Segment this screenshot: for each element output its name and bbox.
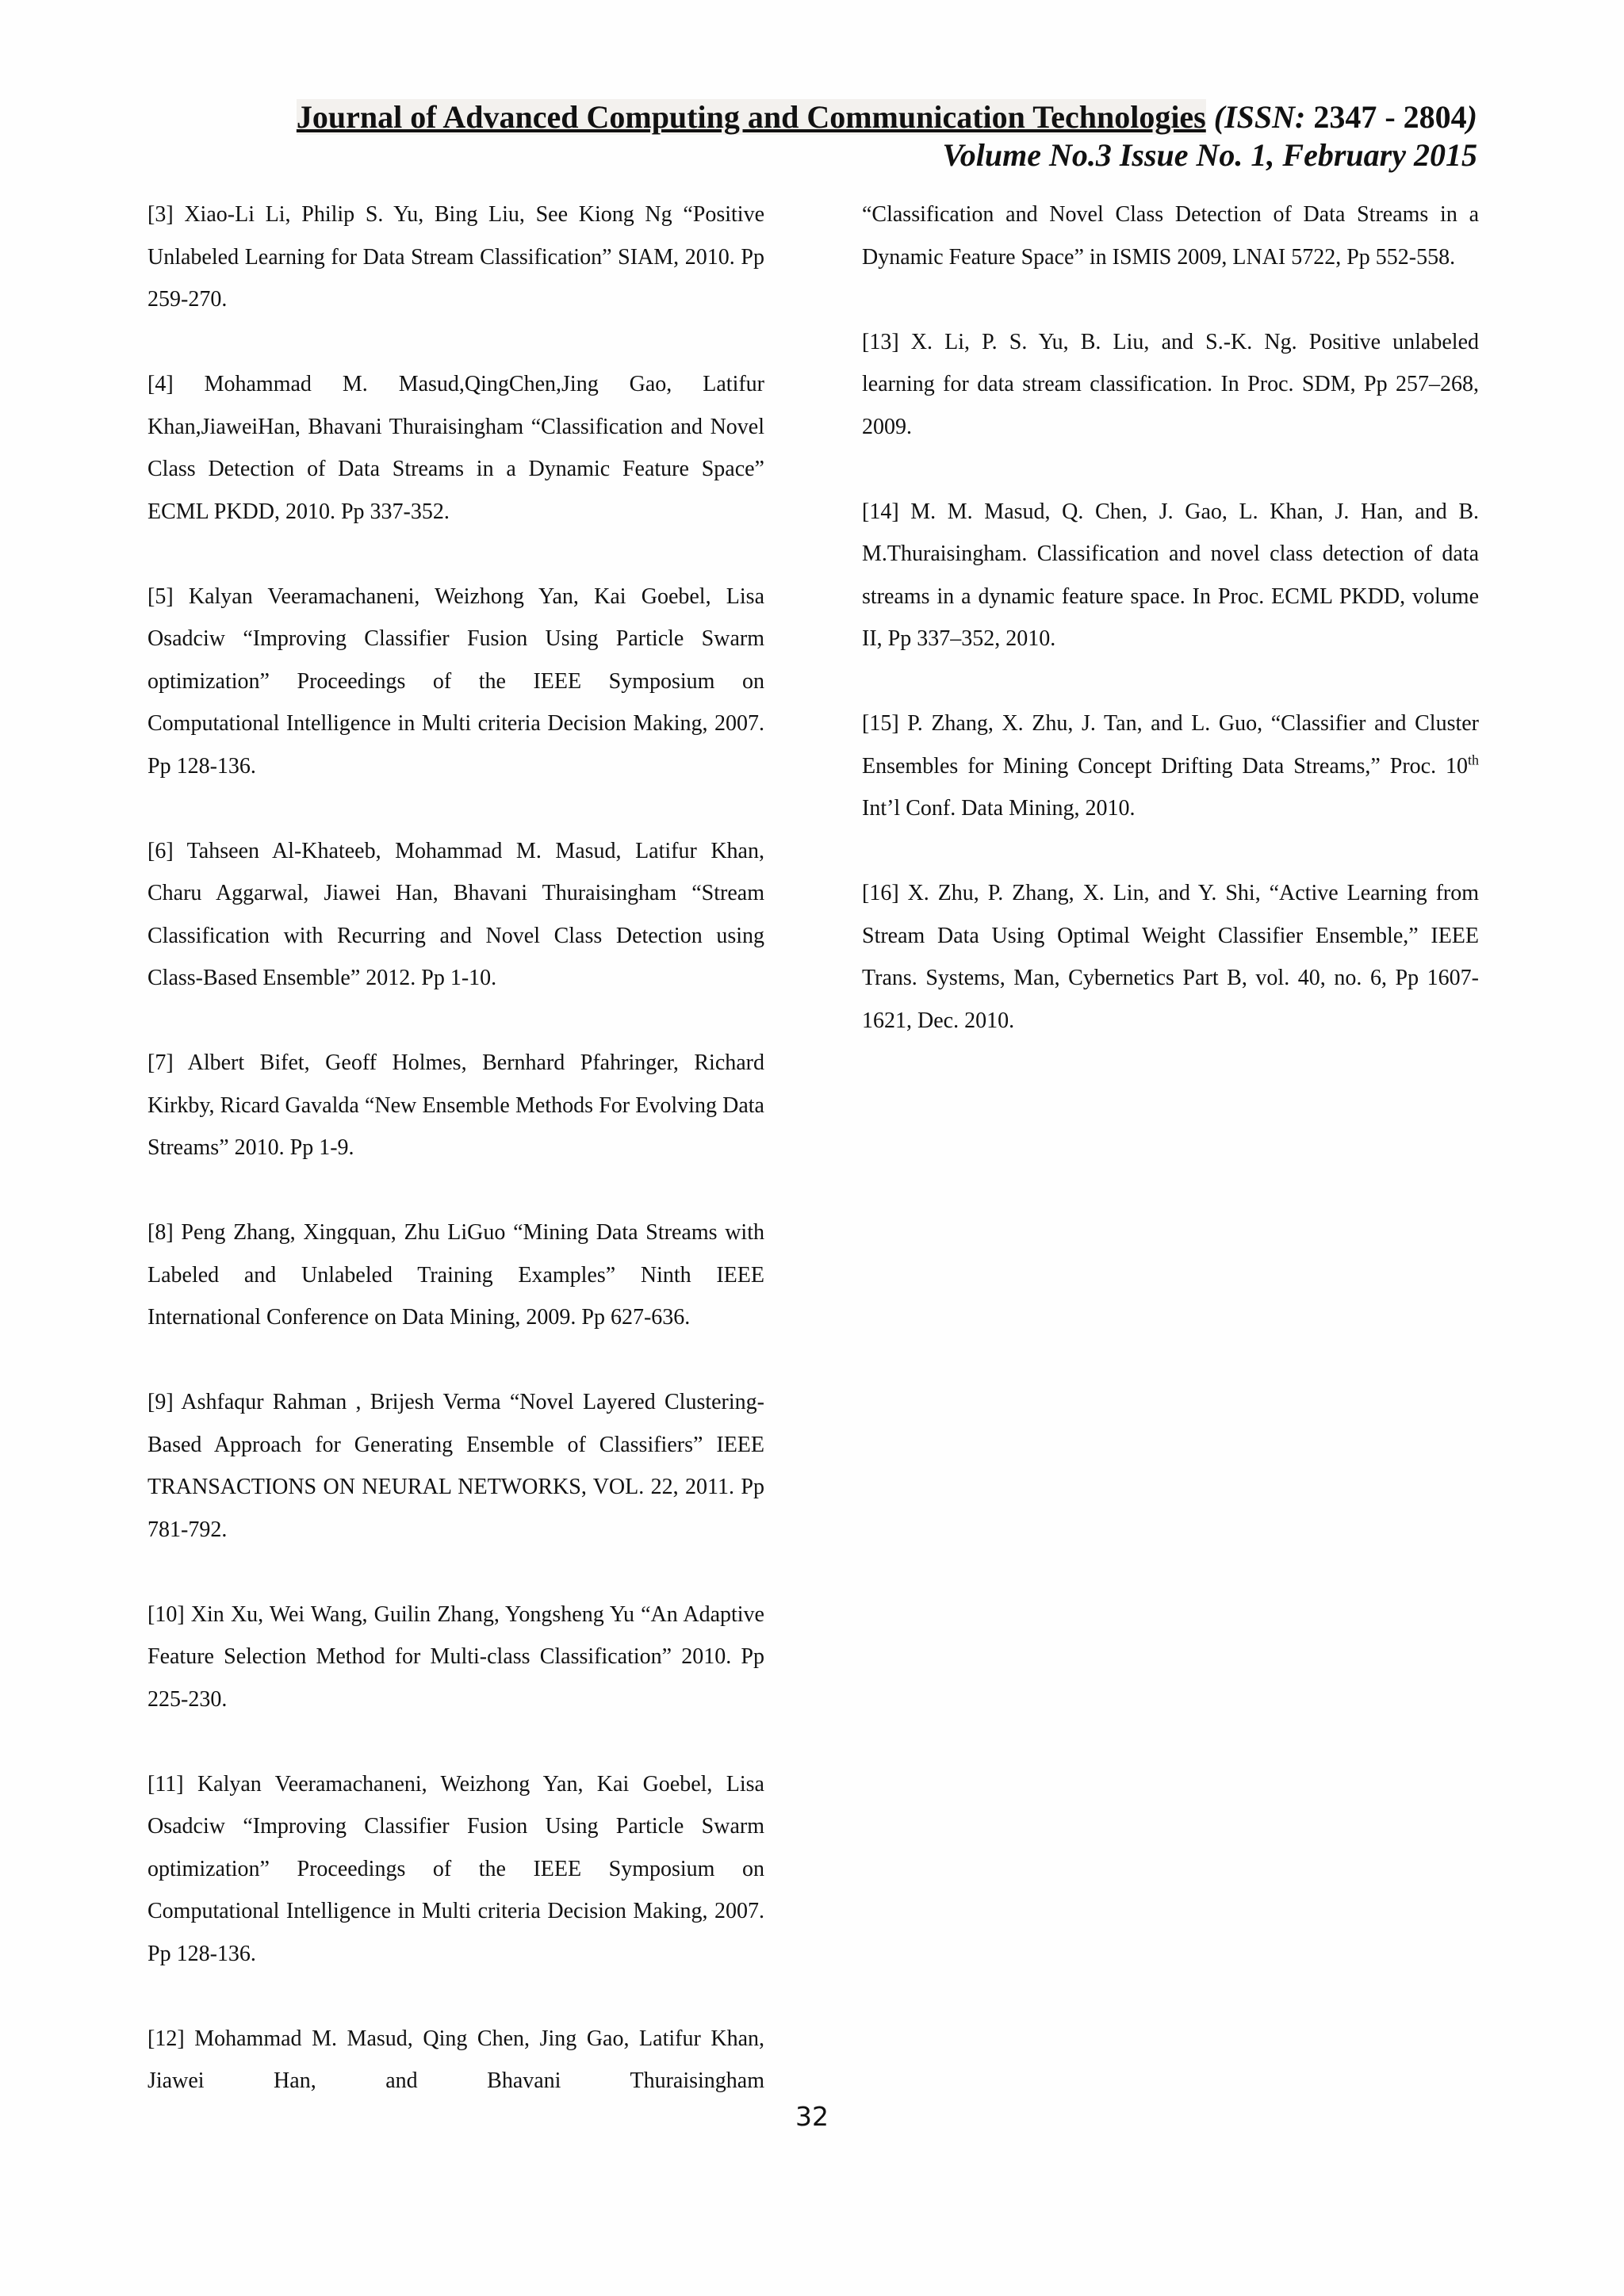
reference-12-start: [12] Mohammad M. Masud, Qing Chen, Jing Gao, Latifur Khan, Jiawei Han, and Bhavani Thuraisingham xyxy=(147,2026,764,2093)
volume-issue-line: Volume No.3 Issue No. 1, February 2015 xyxy=(942,137,1477,173)
right-column xyxy=(862,193,1479,1085)
reference-9: [9] Ashfaqur Rahman , Brijesh Verma “Novel Layered Clustering-Based Approach for Generating Ensemble of Classifiers” IEEE TRANSACTIONS ON NEURAL NETWORKS, VOL. 22, 2011. Pp 781-792. xyxy=(147,1390,764,1542)
reference-10: [10] Xin Xu, Wei Wang, Guilin Zhang, Yongsheng Yu “An Adaptive Feature Selection Method for Multi-class Classification” 2010. Pp 225-230. xyxy=(147,1601,764,1712)
reference-11: [11] Kalyan Veeramachaneni, Weizhong Yan, Kai Goebel, Lisa Osadciw “Improving Classifier Fusion Using Particle Swarm optimization” Proceedings of the IEEE Symposium on Computational Intelligence in Multi criteria Decision Making, 2007. Pp 128-136. xyxy=(147,1771,764,1966)
page-number: 32 xyxy=(795,2101,829,2132)
reference-8: [8] Peng Zhang, Xingquan, Zhu LiGuo “Mining Data Streams with Labeled and Unlabeled Training Examples” Ninth IEEE International Conference on Data Mining, 2009. Pp 627-636. xyxy=(147,1220,764,1330)
ordinal-superscript: th xyxy=(1467,752,1479,768)
issn-number: 2347 - 2804 xyxy=(1313,99,1467,135)
reference-7: [7] Albert Bifet, Geoff Holmes, Bernhard Pfahringer, Richard Kirkby, Ricard Gavalda “New Ensemble Methods For Evolving Data Streams” 2010. Pp 1-9. xyxy=(147,1050,764,1160)
left-column xyxy=(147,193,764,2145)
reference-12-continuation: “Classification and Novel Class Detection of Data Streams in a Dynamic Feature Space” in ISMIS 2009, LNAI 5722, Pp 552-558. xyxy=(862,202,1479,270)
reference-16: [16] X. Zhu, P. Zhang, X. Lin, and Y. Shi, “Active Learning from Stream Data Using Optimal Weight Classifier Ensemble,” IEEE Trans. Systems, Man, Cybernetics Part B, vol. 40, no. 6, Pp 1607- 1621, Dec. 2010. xyxy=(862,881,1479,1033)
reference-3: [3] Xiao-Li Li, Philip S. Yu, Bing Liu, See Kiong Ng “Positive Unlabeled Learning for Data Stream Classification” SIAM, 2010. Pp 259-270. xyxy=(147,202,764,312)
running-header xyxy=(143,98,1477,174)
issn-label: (ISSN: xyxy=(1213,99,1306,135)
reference-4: [4] Mohammad M. Masud,QingChen,Jing Gao, Latifur Khan,JiaweiHan, Bhavani Thuraisingham “Classification and Novel Class Detection of Data Streams in a Dynamic Feature Space” ECML PKDD, 2010. Pp 337-352. xyxy=(147,372,764,524)
reference-13: [13] X. Li, P. S. Yu, B. Liu, and S.-K. Ng. Positive unlabeled learning for data stream classification. In Proc. SDM, Pp 257–268, 2009. xyxy=(862,329,1479,439)
reference-15-text: [15] P. Zhang, X. Zhu, J. Tan, and L. Guo, “Classifier and Cluster Ensembles for Mining Concept Drifting Data Streams,” Proc. 10 xyxy=(862,711,1479,779)
reference-6: [6] Tahseen Al-Khateeb, Mohammad M. Masud, Latifur Khan, Charu Aggarwal, Jiawei Han, Bhavani Thuraisingham “Stream Classification with Recurring and Novel Class Detection using Class-Based Ensemble” 2012. Pp 1-10. xyxy=(147,838,764,990)
reference-15-tail: Int’l Conf. Data Mining, 2010. xyxy=(862,796,1136,821)
issn-close: ) xyxy=(1466,99,1477,135)
reference-14: [14] M. M. Masud, Q. Chen, J. Gao, L. Khan, J. Han, and B. M.Thuraisingham. Classification and novel class detection of data streams in a dynamic feature space. In Proc. ECML PKDD, volume II, Pp 337–352, 2010. xyxy=(862,499,1479,651)
reference-5: [5] Kalyan Veeramachaneni, Weizhong Yan, Kai Goebel, Lisa Osadciw “Improving Classifier Fusion Using Particle Swarm optimization” Proceedings of the IEEE Symposium on Computational Intelligence in Multi criteria Decision Making, 2007. Pp 128-136. xyxy=(147,584,764,779)
header-line-1 xyxy=(143,98,1477,136)
reference-15 xyxy=(862,702,1479,830)
journal-title: Journal of Advanced Computing and Communication Technologies xyxy=(296,99,1206,135)
